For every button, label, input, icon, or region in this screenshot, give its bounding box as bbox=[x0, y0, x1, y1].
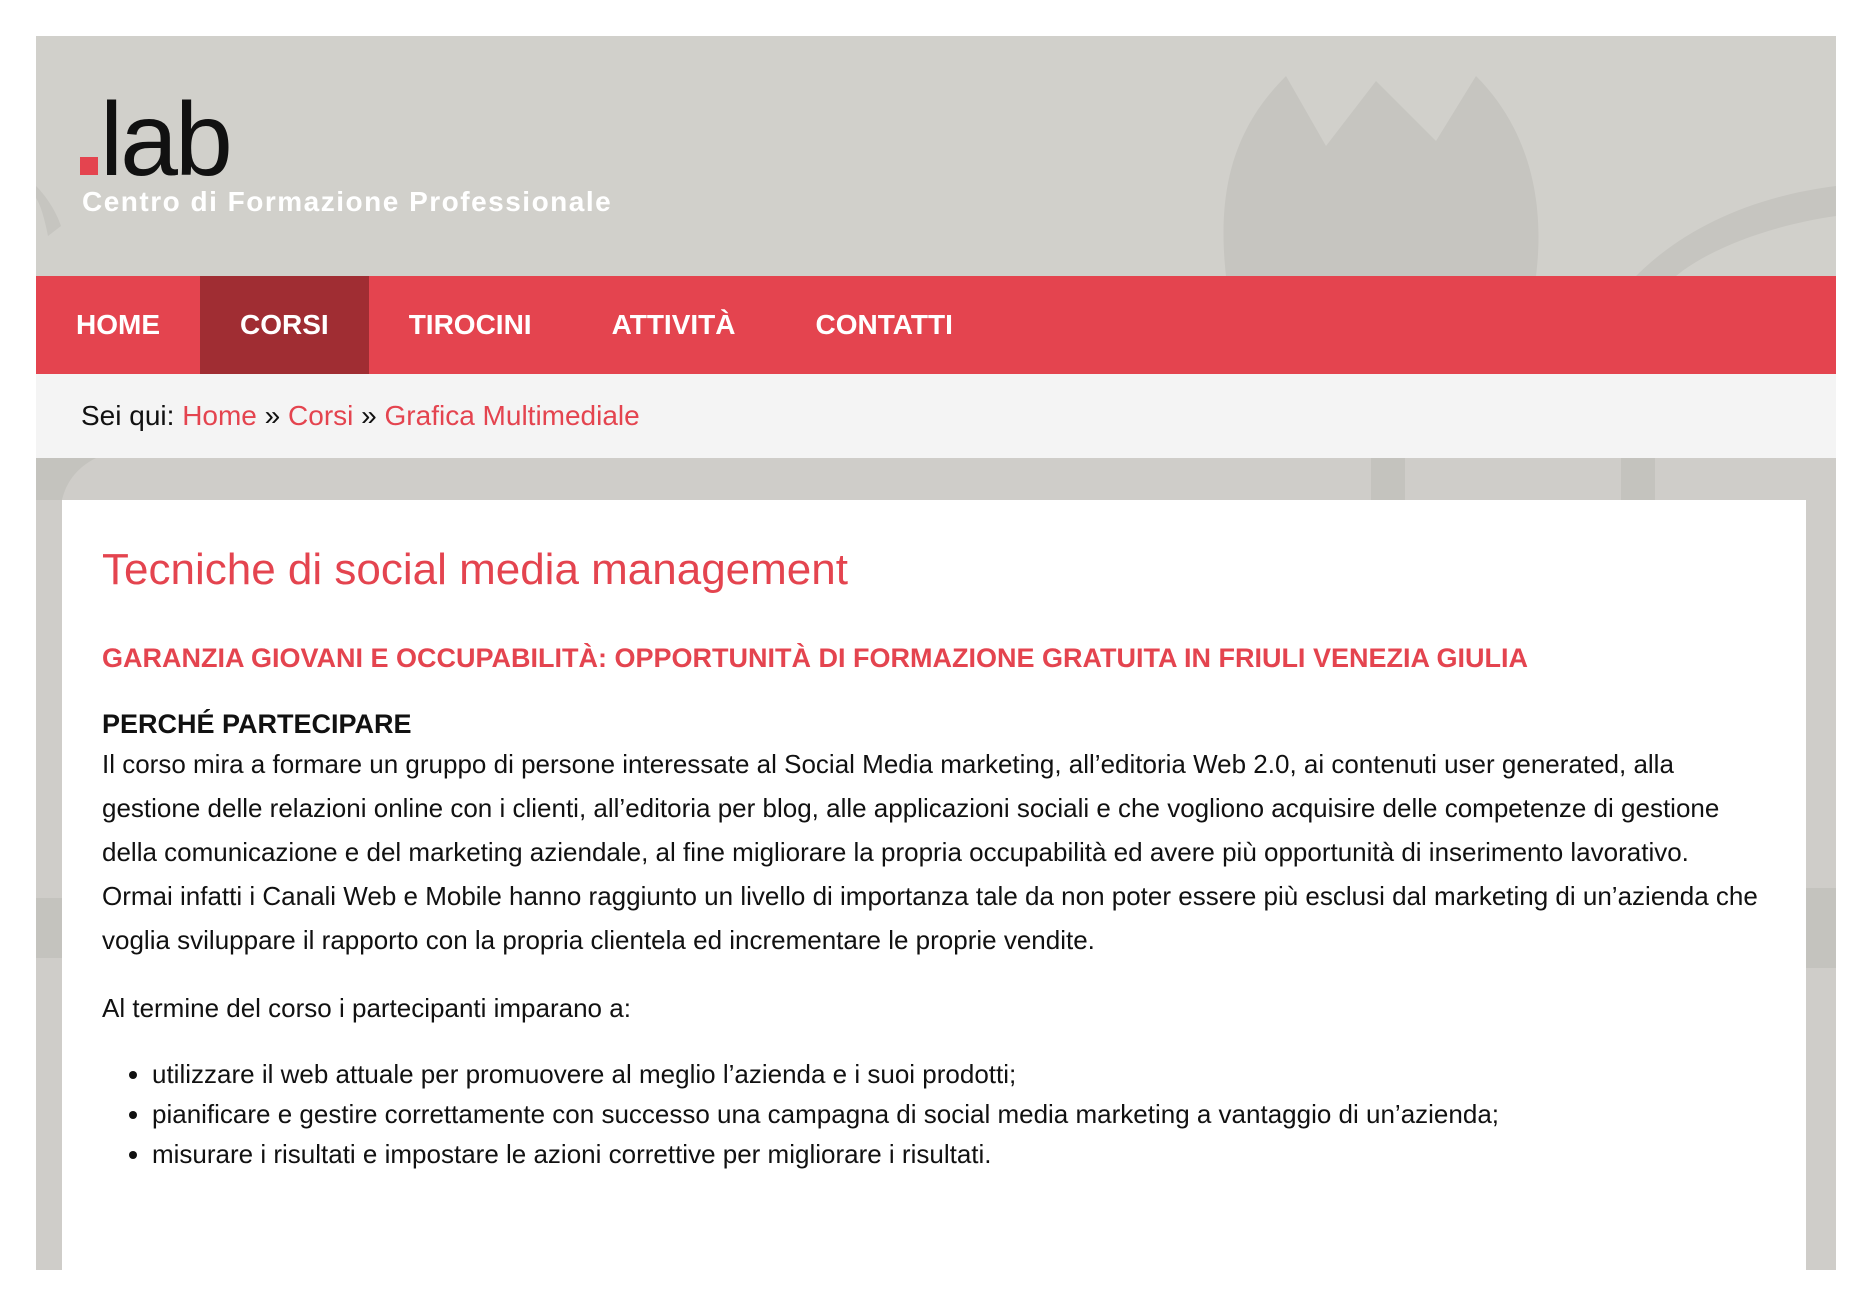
nav-item-corsi[interactable]: CORSI bbox=[200, 276, 369, 374]
breadcrumb-prefix: Sei qui: bbox=[81, 400, 175, 431]
nav-item-attivita[interactable]: ATTIVITÀ bbox=[611, 309, 736, 340]
article-subtitle: GARANZIA GIOVANI E OCCUPABILITÀ: OPPORTUNITÀ DI FORMAZIONE GRATUITA IN FRIULI VENEZIA GIULIA bbox=[102, 643, 1528, 673]
breadcrumb-link-home[interactable]: Home bbox=[182, 400, 257, 431]
site-logo[interactable] bbox=[80, 82, 230, 198]
list-item: • misurare i risultati e impostare le azioni correttive per migliorare i risultati. bbox=[152, 1134, 1766, 1174]
breadcrumb-separator: » bbox=[264, 400, 281, 431]
list-item: • utilizzare il web attuale per promuovere al meglio l’azienda e i suoi prodotti; bbox=[152, 1054, 1766, 1094]
site-header bbox=[36, 36, 1836, 276]
breadcrumb bbox=[36, 374, 1836, 458]
article-title: Tecniche di social media management bbox=[102, 545, 848, 594]
breadcrumb-separator: » bbox=[361, 400, 377, 431]
outcomes-list bbox=[102, 1054, 1766, 1174]
main-navigation bbox=[36, 276, 1836, 374]
list-item: • pianificare e gestire correttamente con successo una campagna di social media marketing a vantaggio di un’azienda; bbox=[152, 1094, 1766, 1134]
article-content bbox=[62, 500, 1806, 1270]
nav-item-home[interactable]: HOME bbox=[76, 309, 160, 340]
breadcrumb-link-current[interactable]: Grafica Multimediale bbox=[384, 400, 640, 431]
logo-dot bbox=[80, 157, 98, 175]
nav-item-tirocini[interactable]: TIROCINI bbox=[408, 309, 532, 340]
breadcrumb-link-corsi[interactable]: Corsi bbox=[288, 400, 354, 431]
outcomes-intro: Al termine del corso i partecipanti imparano a: bbox=[102, 993, 631, 1023]
page bbox=[36, 36, 1836, 1270]
site-tagline: Centro di Formazione Professionale bbox=[82, 186, 613, 217]
header-decoration bbox=[36, 36, 1836, 276]
article-paragraph: Il corso mira a formare un gruppo di persone interessate al Social Media marketing, all’editoria Web 2.0, ai contenuti user generated, alla gestione delle relazioni online con i clienti, all’editoria per blog, alle applicazioni sociali e che vogliono acquisire delle competenze di gestione della comunicazione e del marketing aziendale, al fine migliorare la propria occupabilità ed avere più opportunità di inserimento lavorativo. Ormai infatti i Canali Web e Mobile hanno raggiunto un livello di importanza tale da non poter essere più esclusi dal marketing di un’azienda che voglia sviluppare il rapporto con la propria clientela ed incrementare le proprie vendite. bbox=[102, 749, 1758, 955]
logo-text: lab bbox=[100, 82, 230, 198]
nav-item-contatti[interactable]: CONTATTI bbox=[815, 309, 953, 340]
section-heading: PERCHÉ PARTECIPARE bbox=[102, 709, 412, 739]
